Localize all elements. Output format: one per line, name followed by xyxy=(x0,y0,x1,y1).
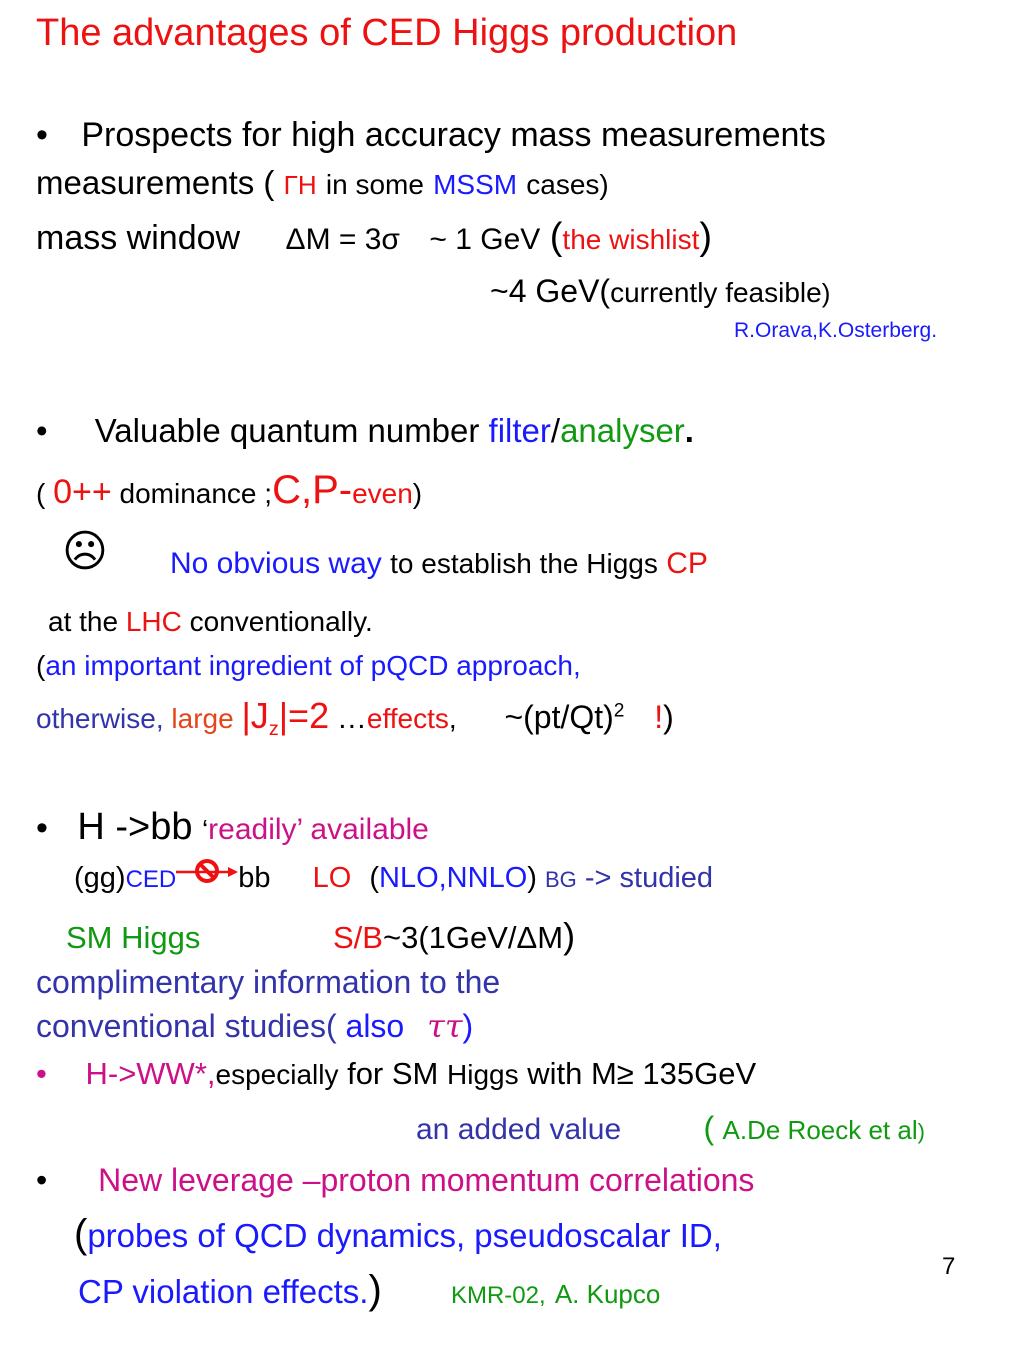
kmr-reference: KMR-02 xyxy=(450,1282,539,1309)
forbidden-arrow-icon xyxy=(176,866,238,892)
ced-text: CED xyxy=(125,866,177,893)
period: . xyxy=(684,412,694,449)
large-text: large xyxy=(171,703,234,734)
comma: , xyxy=(448,703,457,734)
paren-open: ( xyxy=(36,650,46,681)
gamma-h: ΓH xyxy=(283,170,317,200)
gg-ced-line xyxy=(74,864,713,893)
bullet-icon: • xyxy=(36,412,48,449)
readily-available-text: readily’ available xyxy=(208,813,429,846)
paren-open: ( xyxy=(369,862,379,894)
higgs-text: Higgs xyxy=(447,1059,519,1090)
bullet-leverage xyxy=(36,1164,754,1196)
cases-text: cases) xyxy=(526,169,609,200)
probes-line xyxy=(74,1214,722,1254)
sm-higgs-line xyxy=(66,915,576,956)
paren-close: ) xyxy=(821,278,831,308)
paren-close: ) xyxy=(563,915,576,956)
filter-text: filter xyxy=(488,412,551,449)
mass-window-line xyxy=(36,218,712,256)
exclamation: ! xyxy=(654,699,664,735)
bullet-icon: • xyxy=(36,809,48,847)
studied-text: -> studied xyxy=(584,862,714,894)
currently-feasible-text: currently feasible xyxy=(610,277,822,308)
quantum-number-text: Valuable quantum number xyxy=(94,412,480,449)
paren-open: ( xyxy=(36,478,46,509)
for-sm-text: for SM xyxy=(347,1056,439,1091)
jz-subscript: z xyxy=(268,717,279,740)
feasible-line xyxy=(490,275,830,307)
added-value-line xyxy=(416,1112,925,1145)
comma: , xyxy=(538,1282,546,1309)
mass-threshold-text: with M≥ 135GeV xyxy=(527,1056,757,1091)
measurements-line xyxy=(36,166,609,199)
paren-open: ( xyxy=(549,216,563,258)
jz-value: |=2 xyxy=(278,695,330,736)
paren-open: ( xyxy=(703,1110,715,1146)
pqcd-line xyxy=(36,652,581,680)
cp-text: CP xyxy=(666,547,708,580)
tau-tau-symbol: ττ xyxy=(427,1007,463,1045)
bullet-hww xyxy=(36,1058,756,1089)
leverage-text: New leverage –proton momentum correlations xyxy=(98,1162,755,1198)
gg-text: (gg) xyxy=(74,862,126,894)
lhc-text: LHC xyxy=(125,606,182,637)
h-to-ww-text: H->WW*, xyxy=(85,1056,216,1091)
especially-text: especially xyxy=(215,1059,339,1090)
bullet-mass-measurement xyxy=(36,118,826,152)
paren-open: ( xyxy=(74,1212,88,1256)
jz-effects-line xyxy=(36,695,674,740)
de-roeck-reference: A.De Roeck et al xyxy=(722,1115,918,1145)
cp-violation-line xyxy=(78,1270,660,1310)
at-the-text: at the xyxy=(48,606,119,637)
conventionally-text: conventionally. xyxy=(189,606,373,637)
bullet-icon: • xyxy=(36,116,48,154)
four-gev-value: ~4 GeV( xyxy=(490,273,611,309)
even-text: even xyxy=(352,478,413,509)
paren-close: ) xyxy=(917,1119,925,1144)
lhc-line xyxy=(48,608,373,636)
no-obvious-way-line xyxy=(170,549,708,579)
paren-close: ) xyxy=(462,1008,474,1044)
h-to-bb-text: H ->bb xyxy=(77,806,193,848)
otherwise-text: otherwise, xyxy=(36,703,164,734)
s-over-b-text: S/B xyxy=(333,920,383,955)
conventional-studies-text: conventional studies( xyxy=(36,1008,337,1044)
page-number: 7 xyxy=(942,1253,956,1280)
bullet-hbb xyxy=(36,808,429,846)
slash: / xyxy=(550,412,561,449)
paren-close: ) xyxy=(368,1268,382,1312)
zero-plus-plus: 0++ xyxy=(53,473,112,511)
reference-orava: R.Orava,K.Osterberg. xyxy=(734,319,938,342)
jz-label: |J xyxy=(241,695,269,736)
cp-label: C,P- xyxy=(272,468,353,512)
bullet-icon: • xyxy=(36,1162,48,1198)
complimentary-line: complimentary information to the xyxy=(36,964,501,1000)
conventional-line xyxy=(36,1007,474,1045)
open-quote: ‘ xyxy=(201,814,209,845)
ellipsis: … xyxy=(336,702,367,735)
added-value-text: an added value xyxy=(416,1113,622,1146)
lo-text: LO xyxy=(312,862,352,894)
sm-higgs-text: SM Higgs xyxy=(66,920,201,955)
one-gev-value: ~ 1 GeV xyxy=(429,223,541,256)
dominance-text: dominance ; xyxy=(119,478,273,509)
also-text: also xyxy=(345,1008,405,1044)
effects-text: effects xyxy=(366,703,449,734)
bb-text: bb xyxy=(238,862,271,894)
in-some-text: in some xyxy=(325,169,424,200)
mass-window-label: mass window xyxy=(36,219,241,257)
probes-text: probes of QCD dynamics, pseudoscalar ID, xyxy=(87,1217,722,1254)
slide-title: The advantages of CED Higgs production xyxy=(36,12,738,54)
pqcd-text: an important ingredient of pQCD approach, xyxy=(45,650,581,681)
no-obvious-way-text: No obvious way xyxy=(170,547,382,580)
paren-close: ) xyxy=(527,862,537,894)
kupco-reference: A. Kupco xyxy=(554,1279,661,1309)
paren-close: ) xyxy=(663,699,674,735)
paren-close: ) xyxy=(699,216,713,258)
frown-icon: ☹ xyxy=(62,526,108,577)
delta-m-value: ΔM = 3σ xyxy=(285,223,400,256)
sb-value: ~3(1GeV/ΔM xyxy=(382,920,564,955)
pt-qt-text: ~(pt/Qt) xyxy=(504,699,614,735)
wishlist-text: the wishlist xyxy=(562,224,700,255)
squared-superscript: 2 xyxy=(613,700,625,722)
dominance-line xyxy=(36,470,422,510)
analyser-text: analyser xyxy=(560,412,685,449)
bullet-quantum-filter xyxy=(36,414,694,447)
bullet-icon: • xyxy=(36,1056,47,1091)
nlo-nnlo-text: NLO,NNLO xyxy=(379,862,528,894)
mass-prospects-text: Prospects for high accuracy mass measurements xyxy=(81,116,826,154)
establish-text: to establish the Higgs xyxy=(390,548,658,579)
mssm-text: MSSM xyxy=(433,169,518,200)
measurements-text: measurements ( xyxy=(36,164,275,201)
paren-close: ) xyxy=(412,478,423,509)
cp-violation-text: CP violation effects. xyxy=(78,1273,369,1310)
bg-text: BG xyxy=(545,867,577,892)
